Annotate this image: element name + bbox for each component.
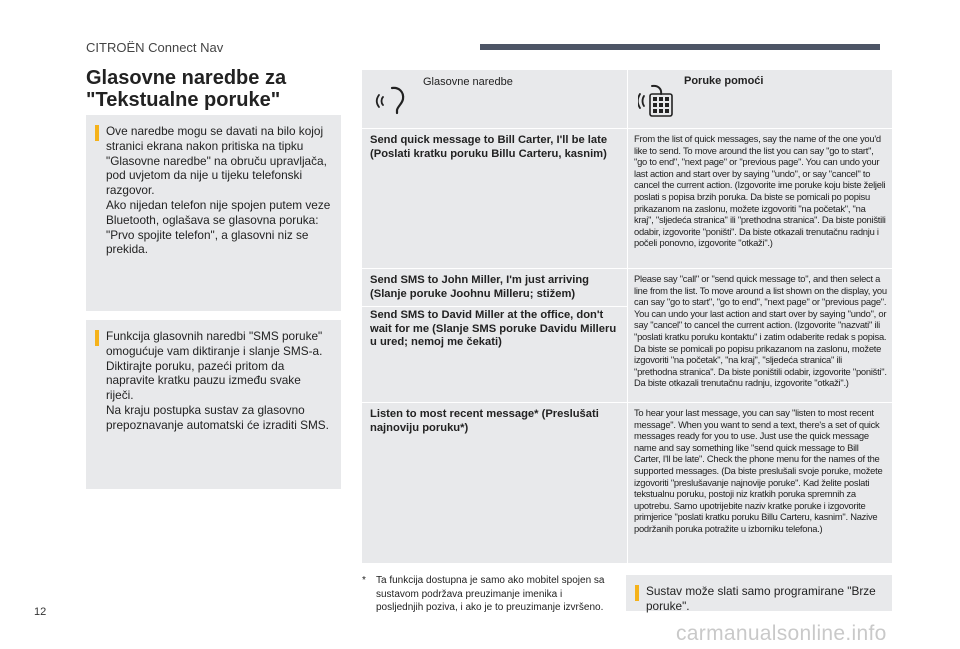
page-title: Glasovne naredbe za "Tekstualne poruke" bbox=[86, 67, 287, 111]
note-paragraph: Funkcija glasovnih naredbi "SMS poruke" omogućuje vam diktiranje i slanje SMS-a. Diktirajte poruku, pazeći pritom da napravite kratku pauzu između svake riječi. bbox=[106, 329, 323, 403]
message-keypad-icon bbox=[638, 82, 674, 121]
info-note-sms-function bbox=[86, 320, 341, 489]
info-marker-icon bbox=[95, 330, 99, 346]
footnote-marker: * bbox=[362, 575, 366, 586]
info-marker-icon bbox=[635, 585, 639, 601]
header-title: CITROËN Connect Nav bbox=[86, 40, 224, 55]
command-cell: Send SMS to John Miller, I'm just arriving (Slanje poruke Joohnu Milleru; stižem) bbox=[362, 268, 627, 304]
help-cell: To hear your last message, you can say "listen to most recent message". When you want to send a text, there's a set of quick messages ready for you to use. Just use the quick message name and say something like "send quick message to Bill Carter, I'll be late". Check the phone menu for the names of the supported messages. (Da biste preslušali svoje poruke, možete izgovoriti "preslušavanje najnovije poruke". Kad želite poslati tekstualnu poruku, postoji niz kratkih poruka spremnih za upotrebu. Samo upotrijebite naziv kratke poruke i izgovorite primjerice "poslati kratku poruku Billu Carteru, kasnim". Nazive podržanih poruka potražite u izborniku telefona.) bbox=[628, 402, 892, 563]
footnote-text: Ta funkcija dostupna je samo ako mobitel spojen sa sustavom podržava preuzimanje imenika i posljednjih poziva, i ako je to preuzimanje izvršeno. bbox=[376, 575, 605, 613]
command-cell: Send quick message to Bill Carter, I'll be late (Poslati kratku poruku Billu Carteru, kasnim) bbox=[362, 128, 627, 268]
help-cell: From the list of quick messages, say the name of the one you'd like to send. To move around the list you can say "go to start", "go to end", "next page" or "previous page". You can undo your last action and start over by saying "undo", or say "cancel" to cancel the current action. (Izgovorite ime poruke koju biste željeli poslati s popisa brzih poruka. Da biste se pomicali po popisu prikazanom na zaslonu, možete izgovoriti "na početak", "na kraj", "sljedeća stranica" ili "prethodna stranica". Da biste poništili odabir, izgovorite "poništi". Da biste otkazali trenutačnu radnju i počeli ponovno, izgovorite "otkaži".) bbox=[628, 128, 892, 268]
header-label: Poruke pomoći bbox=[684, 75, 764, 87]
help-cell: Please say "call" or "send quick message to", and then select a line from the list. To move around a list shown on the display, you can say "go to start", "go to end", "next page" or "previous page". You can undo your last action and start over by saying "undo", or say "cancel" to cancel the current action. (Izgovorite "nazvati" ili "poslati kratku poruku kontaktu" i zatim odaberite redak s popisa. Da biste se pomicali po popisu prikazanom na zaslonu, možete izgovoriti "na početak", "na kraj", "sljedeća stranica" ili "prethodna stranica". Da biste poništili odabir, izgovorite "poništi". Da biste otkazali trenutačnu radnju, izgovorite "otkaži".) bbox=[628, 268, 892, 402]
table-header-commands bbox=[362, 70, 627, 128]
note-paragraph: Sustav može slati samo programirane "Brze poruke". bbox=[646, 584, 876, 613]
footnote bbox=[362, 574, 612, 615]
note-paragraph: Na kraju postupka sustav za glasovno prepoznavanje automatski će izraditi SMS. bbox=[106, 402, 329, 432]
command-cell: Send SMS to David Miller at the office, don't wait for me (Slanje SMS poruke Davidu Milleru u ured; nemoj me čekati) bbox=[362, 306, 627, 402]
table-header-help bbox=[628, 70, 892, 128]
info-note-quick-messages bbox=[626, 575, 892, 611]
info-note-voice-commands bbox=[86, 115, 341, 311]
info-marker-icon bbox=[95, 125, 99, 141]
command-cell: Listen to most recent message* (Preslušati najnoviju poruku*) bbox=[362, 402, 627, 563]
header-label: Glasovne naredbe bbox=[423, 76, 513, 88]
note-paragraph: Ove naredbe mogu se davati na bilo kojoj stranici ekrana nakon pritiska na tipku "Glasovne naredbe" na obruču upravljača, pod uvjetom da nije u tijeku telefonski razgovor. bbox=[106, 124, 327, 198]
voice-commands-table bbox=[362, 70, 892, 563]
note-paragraph: Ako nijedan telefon nije spojen putem veze Bluetooth, oglašava se glasovna poruka: "Prvo spojite telefon", a glasovni niz se prekida. bbox=[106, 197, 331, 257]
watermark: carmanualsonline.info bbox=[676, 622, 887, 645]
page-number: 12 bbox=[34, 606, 47, 618]
voice-command-icon bbox=[372, 82, 408, 123]
header-bar bbox=[480, 44, 880, 50]
